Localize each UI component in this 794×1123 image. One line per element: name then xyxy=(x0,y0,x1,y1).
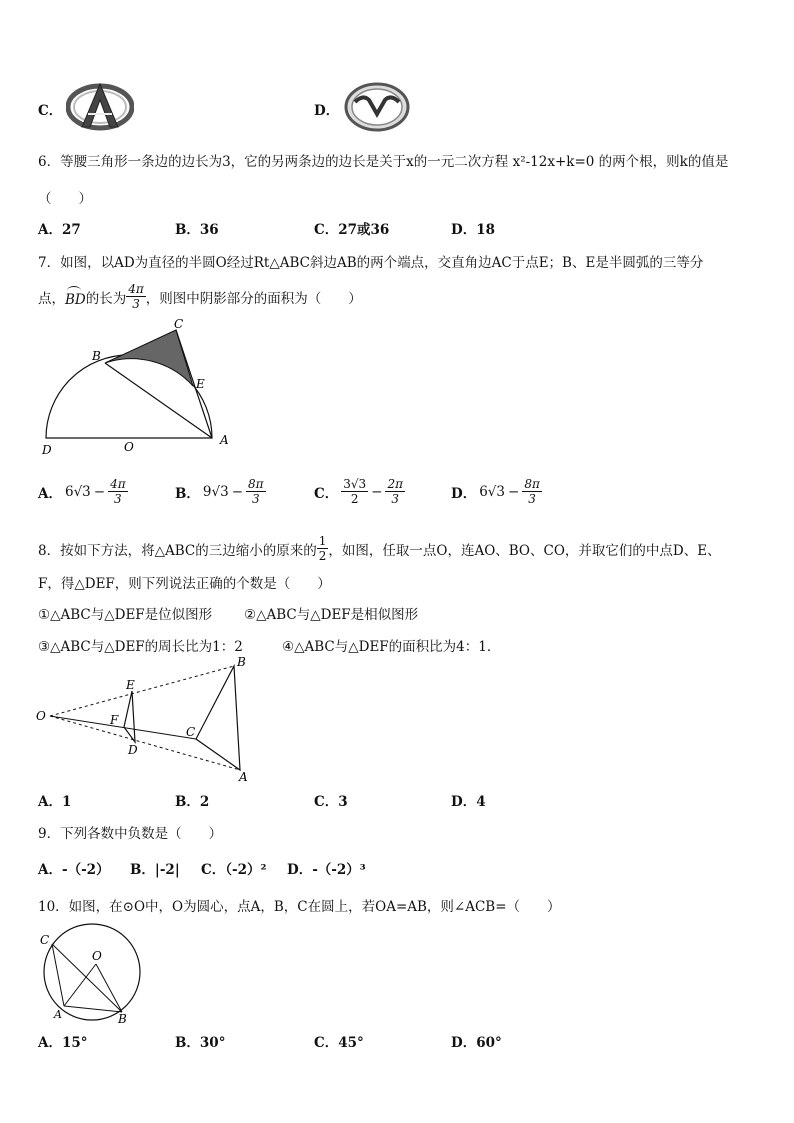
q8-statement-2: ②△ABC与△DEF是相似图形 xyxy=(244,607,419,623)
car-logo-c xyxy=(66,80,134,134)
q7-opt-a-frac xyxy=(108,477,128,506)
q7-opt-d-label: D． xyxy=(451,485,477,502)
q7-text-a: 点， xyxy=(38,290,65,307)
label-c: C xyxy=(40,933,50,947)
q7-stem-line2 xyxy=(38,282,362,311)
q7-len-den: 3 xyxy=(132,297,140,311)
q7-option-d[interactable]: D． 6√3 − $\frac{8\pi}{3}$ xyxy=(451,477,540,506)
q9-option-d[interactable]: D．-（-2）³ xyxy=(287,862,366,878)
q8-statement-3: ③△ABC与△DEF的周长比为1：2 xyxy=(38,639,243,655)
label-e: E xyxy=(126,678,135,692)
q7-opt-c-frac1 xyxy=(341,477,368,506)
q10-stem: 10．如图，在⊙O中，O为圆心，点A，B，C在圆上，若OA=AB，则∠ACB=（ ） xyxy=(38,899,561,915)
q8-homothety-figure xyxy=(34,654,256,784)
q7-option-c[interactable]: C． $\frac{3√3}{2}$ − $\frac{2\pi}{3}$ xyxy=(314,477,404,506)
q5-option-d-label: D． xyxy=(314,103,340,119)
q7-opt-b-term: 9√3 xyxy=(202,483,229,500)
q7-opt-d-den: 3 xyxy=(528,492,536,506)
q7-text-c: ，则图中阴影部分的面积为（ ） xyxy=(145,290,362,307)
q8-option-c[interactable]: C．3 xyxy=(314,794,348,810)
q7-opt-a-term: 6√3 xyxy=(64,483,91,500)
q9-option-b[interactable]: B．|-2| xyxy=(130,862,180,878)
q8-half-den: 2 xyxy=(318,549,327,563)
q10-option-c[interactable]: C．45° xyxy=(314,1035,364,1051)
label-b: B xyxy=(237,655,246,669)
q10-option-b[interactable]: B．30° xyxy=(175,1035,226,1051)
q7-opt-a-label: A． xyxy=(38,485,62,502)
label-f: F xyxy=(110,713,119,727)
q8-stem-line2: F，得△DEF，则下列说法正确的个数是（ ） xyxy=(38,576,331,592)
q8-stem-line1 xyxy=(38,534,721,563)
label-b: B xyxy=(92,349,101,363)
label-b: B xyxy=(118,1012,127,1026)
q8-text-b: ，如图，任取一点O，连AO、BO、CO，并取它们的中点D、E、 xyxy=(328,542,721,559)
q7-opt-c-label: C． xyxy=(314,485,339,502)
q7-opt-b-label: B． xyxy=(175,485,200,502)
q10-option-d[interactable]: D．60° xyxy=(451,1035,502,1051)
q8-option-b[interactable]: B．2 xyxy=(175,794,210,810)
car-logo-d xyxy=(343,80,411,134)
q7-arc-bd xyxy=(65,286,86,308)
label-o: O xyxy=(124,440,134,454)
q9-option-c[interactable]: C．（-2）² xyxy=(201,862,267,878)
q7-opt-b-frac xyxy=(246,477,266,506)
q6-option-a[interactable]: A．27 xyxy=(38,222,81,238)
q7-length-fraction xyxy=(126,282,146,311)
q7-opt-a-num: 4π xyxy=(110,477,126,491)
q7-opt-d-num: 8π xyxy=(524,477,540,491)
q7-opt-c-den: 3 xyxy=(391,492,400,506)
q6-stem-line2: （ ） xyxy=(38,191,92,207)
q7-semicircle-figure xyxy=(36,316,246,458)
q8-option-d[interactable]: D．4 xyxy=(451,794,486,810)
label-d: D xyxy=(42,443,52,457)
label-c: C xyxy=(174,317,184,331)
q7-opt-b-num: 8π xyxy=(248,477,264,491)
label-o: O xyxy=(36,709,46,723)
q8-statement-4: ④△ABC与△DEF的面积比为4：1． xyxy=(282,639,501,655)
label-d: D xyxy=(128,743,138,757)
q6-stem-line1: 6．等腰三角形一条边的边长为3，它的另两条边的边长是关于x的一元二次方程 x²-12x+k=0 的两个根，则k的值是 xyxy=(38,154,729,170)
arc-mark xyxy=(67,286,81,295)
q7-len-num: 4π xyxy=(128,282,144,296)
label-e: E xyxy=(196,377,205,391)
q9-stem: 9．下列各数中负数是（ ） xyxy=(38,826,223,842)
q7-opt-a-den: 3 xyxy=(114,492,122,506)
q8-option-a[interactable]: A．1 xyxy=(38,794,72,810)
q7-opt-c-num: 2π xyxy=(387,477,404,491)
q7-arc-text: BD xyxy=(65,291,86,308)
q6-option-b[interactable]: B．36 xyxy=(175,222,219,238)
q7-opt-c-anum: 3√3 xyxy=(343,477,367,491)
label-a: A xyxy=(54,1008,62,1021)
q7-text-b: 的长为 xyxy=(85,290,127,307)
label-c: C xyxy=(186,725,196,739)
label-o: O xyxy=(92,949,102,963)
q7-opt-d-frac xyxy=(522,477,542,506)
q6-option-d[interactable]: D．18 xyxy=(451,222,495,238)
label-a: A xyxy=(239,770,248,784)
q5-option-c-label: C． xyxy=(38,103,63,119)
q10-circle-figure xyxy=(36,920,148,1028)
shaded-region xyxy=(105,330,193,386)
q8-statement-1: ①△ABC与△DEF是位似图形 xyxy=(38,607,213,623)
q7-option-b[interactable]: B． 9√3 − $\frac{8\pi}{3}$ xyxy=(175,477,264,506)
q7-opt-b-den: 3 xyxy=(251,492,260,506)
q8-text-a: 8．按如下方法，将△ABC的三边缩小的原来的 xyxy=(38,542,317,559)
q6-option-c[interactable]: C．27或36 xyxy=(314,222,390,238)
label-a: A xyxy=(220,433,229,447)
q7-option-a[interactable]: A． 6√3 − $\frac{4\pi}{3}$ xyxy=(38,477,126,506)
q10-option-a[interactable]: A．15° xyxy=(38,1035,88,1051)
q9-option-a[interactable]: A．-（-2） xyxy=(38,862,110,878)
q8-half-num: 1 xyxy=(318,534,327,548)
q7-stem-line1: 7．如图，以AD为直径的半圆O经过Rt△ABC斜边AB的两个端点，交直角边AC于点E；B、E是半圆弧的三等分 xyxy=(38,255,704,271)
q7-opt-c-frac2 xyxy=(385,477,405,506)
q8-half-fraction xyxy=(317,534,329,563)
q7-opt-c-aden: 2 xyxy=(350,492,359,506)
q7-opt-d-term: 6√3 xyxy=(479,483,505,500)
